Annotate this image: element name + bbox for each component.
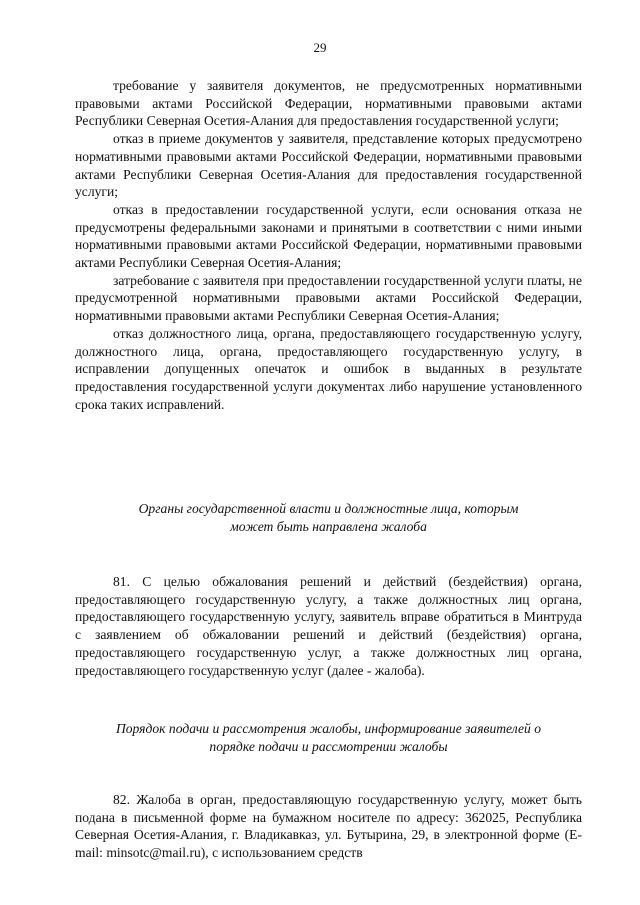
list-item: отказ в предоставлении государственной услуги, если основания отказа не предусмотрены федеральными законами и принятыми в соответствии с ними иными нормативными правовыми актами Российской Федерации, нормативными правовыми актами Республики Северная Осетия-Алания; [75, 201, 582, 271]
section-heading-authorities [75, 500, 582, 535]
list-item: отказ должностного лица, органа, предоставляющего государственную услугу, должностного лица, органа, предоставляющего государственную услугу, в исправлении допущенных опечаток и ошибок в выданных в результате предоставления государственной услуги документах либо нарушение установленного срока таких исправлений. [75, 325, 582, 412]
heading-line: может быть направлена жалоба [230, 518, 427, 534]
list-item: требование у заявителя документов, не предусмотренных нормативными правовыми актами Российской Федерации, нормативными правовыми актами Республики Северная Осетия-Алания для предоставления государственной услуги; [75, 78, 582, 129]
clause-paragraph: 82. Жалоба в орган, предоставляющую государственную услугу, может быть подана в письменной форме на бумажном носителе по адресу: 362025, Республика Северная Осетия-Алания, г. Владикавказ, ул. Бутырина, 29, в электронной форме (E-mail: minsotc@mail.ru), с использованием средств [75, 792, 582, 861]
heading-line: Органы государственной власти и должностные лица, которым [138, 501, 519, 516]
clause-81 [75, 573, 582, 679]
list-item: отказ в приеме документов у заявителя, представление которых предусмотрено нормативными правовыми актами Российской Федерации, нормативными правовыми актами Республики Северная Осетия-Алания для предоставления государственной услуги; [75, 131, 582, 200]
clause-82 [75, 791, 582, 862]
grounds-for-complaint-list [75, 77, 582, 413]
clause-paragraph: 81. С целью обжалования решений и действий (бездействия) органа, предоставляющего государственную услугу, а также должностных лиц органа, предоставляющего государственную услугу, заявитель вправе обратиться в Минтруда с заявлением об обжаловании решений и действий (бездействия) органа, предоставляющего государственную услуг, а также должностных лиц органа, предоставляющего государственную услуг (далее - жалоба). [75, 574, 582, 678]
list-item: затребование с заявителя при предоставлении государственной услуги платы, не предусмотренной нормативными правовыми актами Российской Федерации, нормативными правовыми актами Республики Северная Осетия-Алания; [75, 272, 582, 324]
heading-line: Порядок подачи и рассмотрения жалобы, информирование заявителей о [115, 721, 542, 736]
page-number: 29 [313, 40, 327, 55]
heading-line: порядке подачи и рассмотрении жалобы [209, 738, 448, 754]
section-heading-procedure [75, 720, 582, 755]
